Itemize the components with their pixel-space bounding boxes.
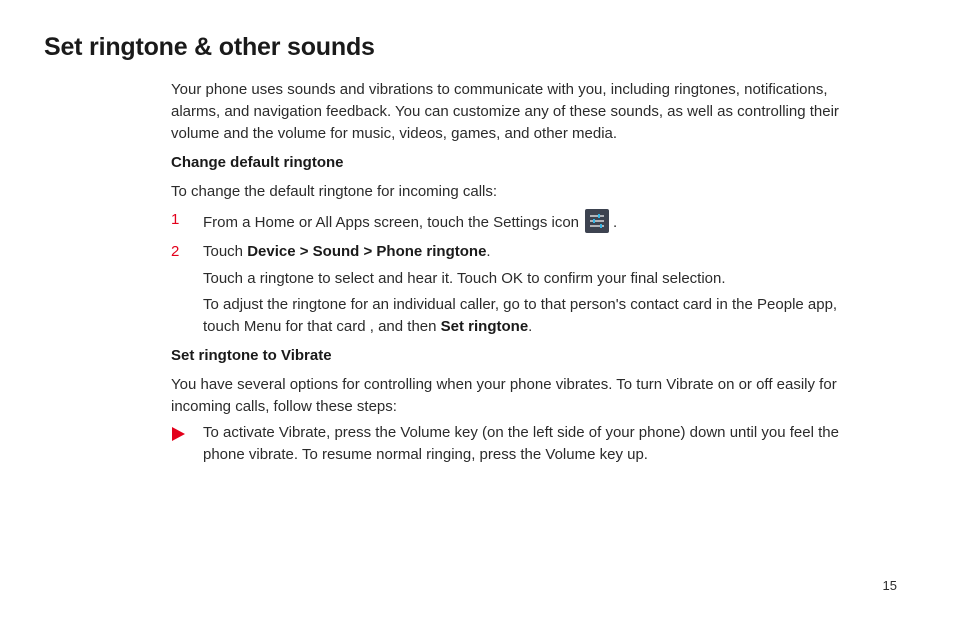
bullet-item-vibrate [171, 422, 873, 466]
settings-path: Device > Sound > Phone ringtone [247, 243, 487, 260]
bullet-triangle-icon [172, 427, 185, 441]
step-1 [171, 209, 873, 234]
section-lead-vibrate: You have several options for controlling when your phone vibrates. To turn Vibrate on or off easily for incoming calls, follow these steps: [171, 376, 837, 415]
note-text-end: . [528, 318, 533, 335]
step-number: 1 [171, 211, 180, 228]
set-ringtone-term: Set ringtone [440, 318, 529, 335]
settings-sliders-icon [585, 209, 609, 233]
page-title: Set ringtone & other sounds [44, 33, 375, 61]
step-text-end: . [486, 243, 491, 260]
note-text: To adjust the ringtone for an individual caller, go to that person's contact card in the People app, touch Menu for that card , and then [203, 296, 838, 335]
section-lead-change-ringtone: To change the default ringtone for incoming calls: [171, 183, 498, 200]
intro-paragraph: Your phone uses sounds and vibrations to communicate with you, including ringtones, notifications, alarms, and navigation feedback. You can customize any of these sounds, as well as controlling their volume and the volume for music, videos, games, and other media. [171, 81, 839, 142]
bullet-text: To activate Vibrate, press the Volume key (on the left side of your phone) down until you feel the phone vibrate. To resume normal ringing, press the Volume key up. [203, 424, 839, 463]
content-body [171, 79, 873, 466]
step-text: From a Home or All Apps screen, touch the Settings icon [203, 214, 580, 231]
ringtone-select-note: Touch a ringtone to select and hear it. Touch OK to confirm your final selection. [203, 270, 726, 287]
step-2 [171, 241, 873, 263]
step-text-end: . [613, 214, 618, 231]
section-heading-vibrate: Set ringtone to Vibrate [171, 347, 332, 364]
step-number: 2 [171, 243, 180, 260]
individual-caller-note [171, 294, 873, 338]
section-heading-change-ringtone: Change default ringtone [171, 154, 344, 171]
step-text-prefix: Touch [203, 243, 248, 260]
page-number: 15 [882, 578, 897, 593]
